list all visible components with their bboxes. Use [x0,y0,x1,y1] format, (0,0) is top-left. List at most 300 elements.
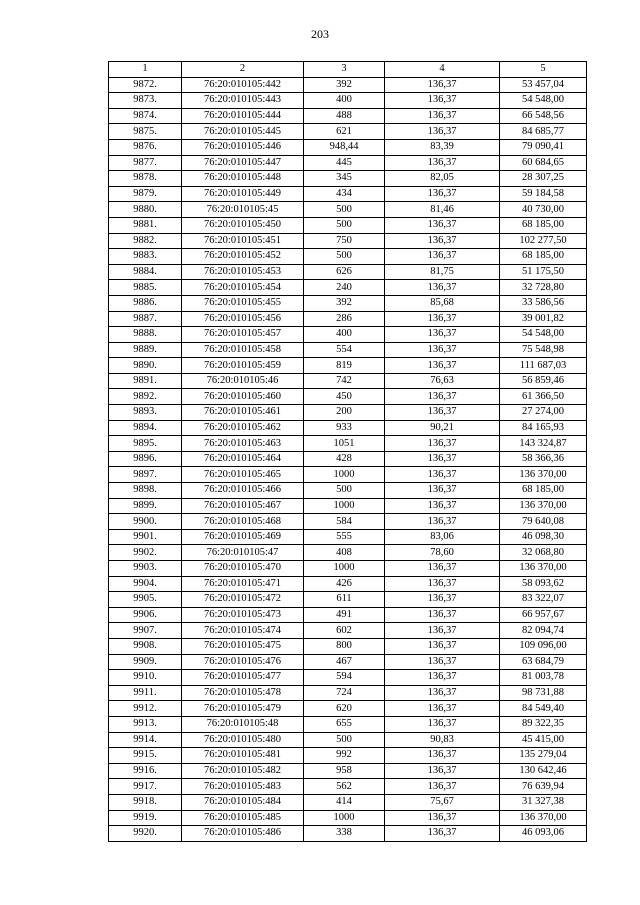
row-number-cell: 9900. [109,514,182,530]
area-cell: 200 [304,405,385,421]
row-number-cell: 9906. [109,607,182,623]
table-row [109,529,587,545]
area-cell: 338 [304,826,385,842]
table-row [109,358,587,374]
cadastral-number-cell: 76:20:010105:486 [182,826,304,842]
value-cell: 39 001,82 [500,311,587,327]
value-cell: 76 639,94 [500,779,587,795]
table-row [109,498,587,514]
table-row [109,623,587,639]
area-cell: 434 [304,186,385,202]
area-cell: 491 [304,607,385,623]
area-cell: 500 [304,483,385,499]
rate-cell: 136,37 [385,249,500,265]
area-cell: 655 [304,716,385,732]
value-cell: 84 685,77 [500,124,587,140]
cadastral-number-cell: 76:20:010105:452 [182,249,304,265]
row-number-cell: 9917. [109,779,182,795]
area-cell: 555 [304,529,385,545]
row-number-cell: 9916. [109,763,182,779]
cadastral-number-cell: 76:20:010105:474 [182,623,304,639]
row-number-cell: 9881. [109,217,182,233]
rate-cell: 136,37 [385,592,500,608]
value-cell: 79 640,08 [500,514,587,530]
row-number-cell: 9882. [109,233,182,249]
rate-cell: 136,37 [385,280,500,296]
value-cell: 58 093,62 [500,576,587,592]
row-number-cell: 9905. [109,592,182,608]
value-cell: 136 370,00 [500,498,587,514]
row-number-cell: 9884. [109,264,182,280]
table-row [109,280,587,296]
cadastral-number-cell: 76:20:010105:485 [182,810,304,826]
table-row [109,763,587,779]
table-row [109,576,587,592]
rate-cell: 90,83 [385,732,500,748]
cadastral-number-cell: 76:20:010105:473 [182,607,304,623]
rate-cell: 136,37 [385,607,500,623]
area-cell: 1000 [304,467,385,483]
rate-cell: 136,37 [385,514,500,530]
row-number-cell: 9908. [109,638,182,654]
cadastral-number-cell: 76:20:010105:455 [182,295,304,311]
value-cell: 130 642,46 [500,763,587,779]
cadastral-number-cell: 76:20:010105:442 [182,77,304,93]
cadastral-number-cell: 76:20:010105:453 [182,264,304,280]
rate-cell: 136,37 [385,124,500,140]
value-cell: 84 549,40 [500,701,587,717]
area-cell: 1000 [304,498,385,514]
area-cell: 742 [304,373,385,389]
value-cell: 75 548,98 [500,342,587,358]
table-row [109,654,587,670]
cadastral-number-cell: 76:20:010105:482 [182,763,304,779]
rate-cell: 136,37 [385,638,500,654]
cadastral-number-cell: 76:20:010105:465 [182,467,304,483]
row-number-cell: 9875. [109,124,182,140]
rate-cell: 136,37 [385,716,500,732]
value-cell: 60 684,65 [500,155,587,171]
table-row [109,483,587,499]
value-cell: 68 185,00 [500,249,587,265]
table-row [109,249,587,265]
area-cell: 958 [304,763,385,779]
rate-cell: 136,37 [385,826,500,842]
value-cell: 54 548,00 [500,93,587,109]
value-cell: 46 098,30 [500,529,587,545]
area-cell: 240 [304,280,385,296]
table-row [109,810,587,826]
value-cell: 136 370,00 [500,561,587,577]
rate-cell: 136,37 [385,810,500,826]
area-cell: 500 [304,202,385,218]
row-number-cell: 9889. [109,342,182,358]
table-row [109,311,587,327]
value-cell: 81 003,78 [500,670,587,686]
row-number-cell: 9891. [109,373,182,389]
row-number-cell: 9913. [109,716,182,732]
column-header: 2 [182,62,304,78]
row-number-cell: 9880. [109,202,182,218]
value-cell: 32 068,80 [500,545,587,561]
cadastral-number-cell: 76:20:010105:470 [182,561,304,577]
rate-cell: 136,37 [385,327,500,343]
cadastral-number-cell: 76:20:010105:461 [182,405,304,421]
rate-cell: 85,68 [385,295,500,311]
area-cell: 488 [304,108,385,124]
rate-cell: 136,37 [385,483,500,499]
table-body [109,77,587,841]
table-row [109,93,587,109]
rate-cell: 136,37 [385,108,500,124]
cadastral-number-cell: 76:20:010105:445 [182,124,304,140]
area-cell: 408 [304,545,385,561]
value-cell: 54 548,00 [500,327,587,343]
table-row [109,139,587,155]
value-cell: 98 731,88 [500,685,587,701]
value-cell: 32 728,80 [500,280,587,296]
value-cell: 66 957,67 [500,607,587,623]
area-cell: 1000 [304,561,385,577]
cadastral-number-cell: 76:20:010105:447 [182,155,304,171]
row-number-cell: 9907. [109,623,182,639]
area-cell: 620 [304,701,385,717]
column-header: 4 [385,62,500,78]
area-cell: 450 [304,389,385,405]
table-row [109,405,587,421]
rate-cell: 136,37 [385,701,500,717]
cadastral-number-cell: 76:20:010105:463 [182,436,304,452]
page-number: 203 [311,27,329,41]
row-number-cell: 9919. [109,810,182,826]
column-header: 5 [500,62,587,78]
cadastral-number-cell: 76:20:010105:475 [182,638,304,654]
table-row [109,748,587,764]
cadastral-number-cell: 76:20:010105:450 [182,217,304,233]
rate-cell: 81,46 [385,202,500,218]
cadastral-number-cell: 76:20:010105:476 [182,654,304,670]
table-row [109,638,587,654]
cadastral-number-cell: 76:20:010105:446 [182,139,304,155]
rate-cell: 136,37 [385,451,500,467]
table-row [109,467,587,483]
area-cell: 1051 [304,436,385,452]
rate-cell: 136,37 [385,576,500,592]
value-cell: 63 684,79 [500,654,587,670]
table-row [109,826,587,842]
value-cell: 33 586,56 [500,295,587,311]
value-cell: 45 415,00 [500,732,587,748]
cadastral-number-cell: 76:20:010105:448 [182,171,304,187]
area-cell: 626 [304,264,385,280]
cadastral-number-cell: 76:20:010105:479 [182,701,304,717]
row-number-cell: 9910. [109,670,182,686]
cadastral-number-cell: 76:20:010105:481 [182,748,304,764]
table-row [109,171,587,187]
area-cell: 819 [304,358,385,374]
value-cell: 136 370,00 [500,810,587,826]
table-row [109,342,587,358]
cadastral-number-cell: 76:20:010105:478 [182,685,304,701]
area-cell: 400 [304,327,385,343]
table-header [109,62,587,78]
table-row [109,685,587,701]
value-cell: 135 279,04 [500,748,587,764]
area-cell: 554 [304,342,385,358]
table-row [109,592,587,608]
value-cell: 66 548,56 [500,108,587,124]
cadastral-number-cell: 76:20:010105:45 [182,202,304,218]
table-row [109,701,587,717]
value-cell: 83 322,07 [500,592,587,608]
cadastral-number-cell: 76:20:010105:457 [182,327,304,343]
table-row [109,514,587,530]
table-row [109,779,587,795]
value-cell: 40 730,00 [500,202,587,218]
rate-cell: 136,37 [385,186,500,202]
area-cell: 286 [304,311,385,327]
cadastral-number-cell: 76:20:010105:451 [182,233,304,249]
value-cell: 68 185,00 [500,217,587,233]
row-number-cell: 9897. [109,467,182,483]
rate-cell: 136,37 [385,685,500,701]
area-cell: 750 [304,233,385,249]
row-number-cell: 9872. [109,77,182,93]
row-number-cell: 9903. [109,561,182,577]
value-cell: 46 093,06 [500,826,587,842]
value-cell: 59 184,58 [500,186,587,202]
value-cell: 102 277,50 [500,233,587,249]
table-row [109,186,587,202]
cadastral-number-cell: 76:20:010105:469 [182,529,304,545]
rate-cell: 136,37 [385,342,500,358]
row-number-cell: 9904. [109,576,182,592]
row-number-cell: 9890. [109,358,182,374]
area-cell: 345 [304,171,385,187]
row-number-cell: 9914. [109,732,182,748]
rate-cell: 78,60 [385,545,500,561]
cadastral-number-cell: 76:20:010105:459 [182,358,304,374]
value-cell: 56 859,46 [500,373,587,389]
area-cell: 445 [304,155,385,171]
table-row [109,670,587,686]
rate-cell: 136,37 [385,358,500,374]
area-cell: 467 [304,654,385,670]
table-row [109,607,587,623]
data-table [108,61,587,842]
cadastral-number-cell: 76:20:010105:480 [182,732,304,748]
area-cell: 602 [304,623,385,639]
table-row [109,389,587,405]
value-cell: 82 094,74 [500,623,587,639]
table-row [109,202,587,218]
area-cell: 428 [304,451,385,467]
rate-cell: 136,37 [385,311,500,327]
area-cell: 724 [304,685,385,701]
rate-cell: 136,37 [385,436,500,452]
cadastral-number-cell: 76:20:010105:462 [182,420,304,436]
cadastral-number-cell: 76:20:010105:443 [182,93,304,109]
rate-cell: 136,37 [385,748,500,764]
column-header: 3 [304,62,385,78]
table-row [109,155,587,171]
table-row [109,124,587,140]
area-cell: 500 [304,217,385,233]
cadastral-number-cell: 76:20:010105:449 [182,186,304,202]
table-row [109,545,587,561]
cadastral-number-cell: 76:20:010105:460 [182,389,304,405]
rate-cell: 75,67 [385,794,500,810]
table-row [109,732,587,748]
rate-cell: 136,37 [385,389,500,405]
row-number-cell: 9915. [109,748,182,764]
value-cell: 143 324,87 [500,436,587,452]
area-cell: 948,44 [304,139,385,155]
row-number-cell: 9874. [109,108,182,124]
value-cell: 79 090,41 [500,139,587,155]
table-row [109,451,587,467]
area-cell: 414 [304,794,385,810]
rate-cell: 136,37 [385,233,500,249]
rate-cell: 136,37 [385,763,500,779]
row-number-cell: 9877. [109,155,182,171]
table-row [109,264,587,280]
area-cell: 611 [304,592,385,608]
row-number-cell: 9909. [109,654,182,670]
area-cell: 933 [304,420,385,436]
table-row [109,436,587,452]
area-cell: 392 [304,295,385,311]
cadastral-number-cell: 76:20:010105:467 [182,498,304,514]
value-cell: 58 366,36 [500,451,587,467]
table-row [109,420,587,436]
area-cell: 584 [304,514,385,530]
area-cell: 426 [304,576,385,592]
rate-cell: 136,37 [385,623,500,639]
rate-cell: 136,37 [385,670,500,686]
table-row [109,295,587,311]
row-number-cell: 9899. [109,498,182,514]
rate-cell: 136,37 [385,155,500,171]
cadastral-number-cell: 76:20:010105:477 [182,670,304,686]
cadastral-number-cell: 76:20:010105:468 [182,514,304,530]
cadastral-number-cell: 76:20:010105:464 [182,451,304,467]
area-cell: 500 [304,732,385,748]
rate-cell: 136,37 [385,77,500,93]
rate-cell: 136,37 [385,654,500,670]
area-cell: 562 [304,779,385,795]
cadastral-number-cell: 76:20:010105:444 [182,108,304,124]
row-number-cell: 9894. [109,420,182,436]
row-number-cell: 9895. [109,436,182,452]
table-row [109,373,587,389]
row-number-cell: 9878. [109,171,182,187]
rate-cell: 82,05 [385,171,500,187]
value-cell: 109 096,00 [500,638,587,654]
rate-cell: 83,39 [385,139,500,155]
area-cell: 594 [304,670,385,686]
column-header: 1 [109,62,182,78]
rate-cell: 136,37 [385,498,500,514]
cadastral-number-cell: 76:20:010105:466 [182,483,304,499]
value-cell: 31 327,38 [500,794,587,810]
row-number-cell: 9883. [109,249,182,265]
area-cell: 500 [304,249,385,265]
row-number-cell: 9920. [109,826,182,842]
row-number-cell: 9886. [109,295,182,311]
value-cell: 89 322,35 [500,716,587,732]
cadastral-number-cell: 76:20:010105:458 [182,342,304,358]
table-row [109,77,587,93]
rate-cell: 90,21 [385,420,500,436]
area-cell: 392 [304,77,385,93]
value-cell: 61 366,50 [500,389,587,405]
rate-cell: 136,37 [385,405,500,421]
value-cell: 53 457,04 [500,77,587,93]
rate-cell: 136,37 [385,779,500,795]
row-number-cell: 9901. [109,529,182,545]
table-row [109,561,587,577]
value-cell: 28 307,25 [500,171,587,187]
cadastral-number-cell: 76:20:010105:483 [182,779,304,795]
cadastral-number-cell: 76:20:010105:456 [182,311,304,327]
cadastral-number-cell: 76:20:010105:454 [182,280,304,296]
cadastral-number-cell: 76:20:010105:46 [182,373,304,389]
row-number-cell: 9898. [109,483,182,499]
cadastral-number-cell: 76:20:010105:48 [182,716,304,732]
value-cell: 51 175,50 [500,264,587,280]
table-row [109,794,587,810]
table-row [109,327,587,343]
area-cell: 992 [304,748,385,764]
rate-cell: 76,63 [385,373,500,389]
cadastral-number-cell: 76:20:010105:471 [182,576,304,592]
rate-cell: 136,37 [385,561,500,577]
row-number-cell: 9902. [109,545,182,561]
area-cell: 1000 [304,810,385,826]
rate-cell: 136,37 [385,93,500,109]
row-number-cell: 9893. [109,405,182,421]
rate-cell: 136,37 [385,467,500,483]
value-cell: 136 370,00 [500,467,587,483]
area-cell: 800 [304,638,385,654]
row-number-cell: 9918. [109,794,182,810]
rate-cell: 83,06 [385,529,500,545]
table-row [109,108,587,124]
value-cell: 27 274,00 [500,405,587,421]
area-cell: 621 [304,124,385,140]
row-number-cell: 9911. [109,685,182,701]
value-cell: 111 687,03 [500,358,587,374]
row-number-cell: 9896. [109,451,182,467]
row-number-cell: 9912. [109,701,182,717]
rate-cell: 136,37 [385,217,500,233]
row-number-cell: 9873. [109,93,182,109]
header-row [109,62,587,78]
cadastral-number-cell: 76:20:010105:484 [182,794,304,810]
table-row [109,233,587,249]
table-row [109,217,587,233]
row-number-cell: 9879. [109,186,182,202]
cadastral-number-cell: 76:20:010105:47 [182,545,304,561]
table-row [109,716,587,732]
value-cell: 84 165,93 [500,420,587,436]
cadastral-number-cell: 76:20:010105:472 [182,592,304,608]
row-number-cell: 9887. [109,311,182,327]
rate-cell: 81,75 [385,264,500,280]
row-number-cell: 9885. [109,280,182,296]
value-cell: 68 185,00 [500,483,587,499]
